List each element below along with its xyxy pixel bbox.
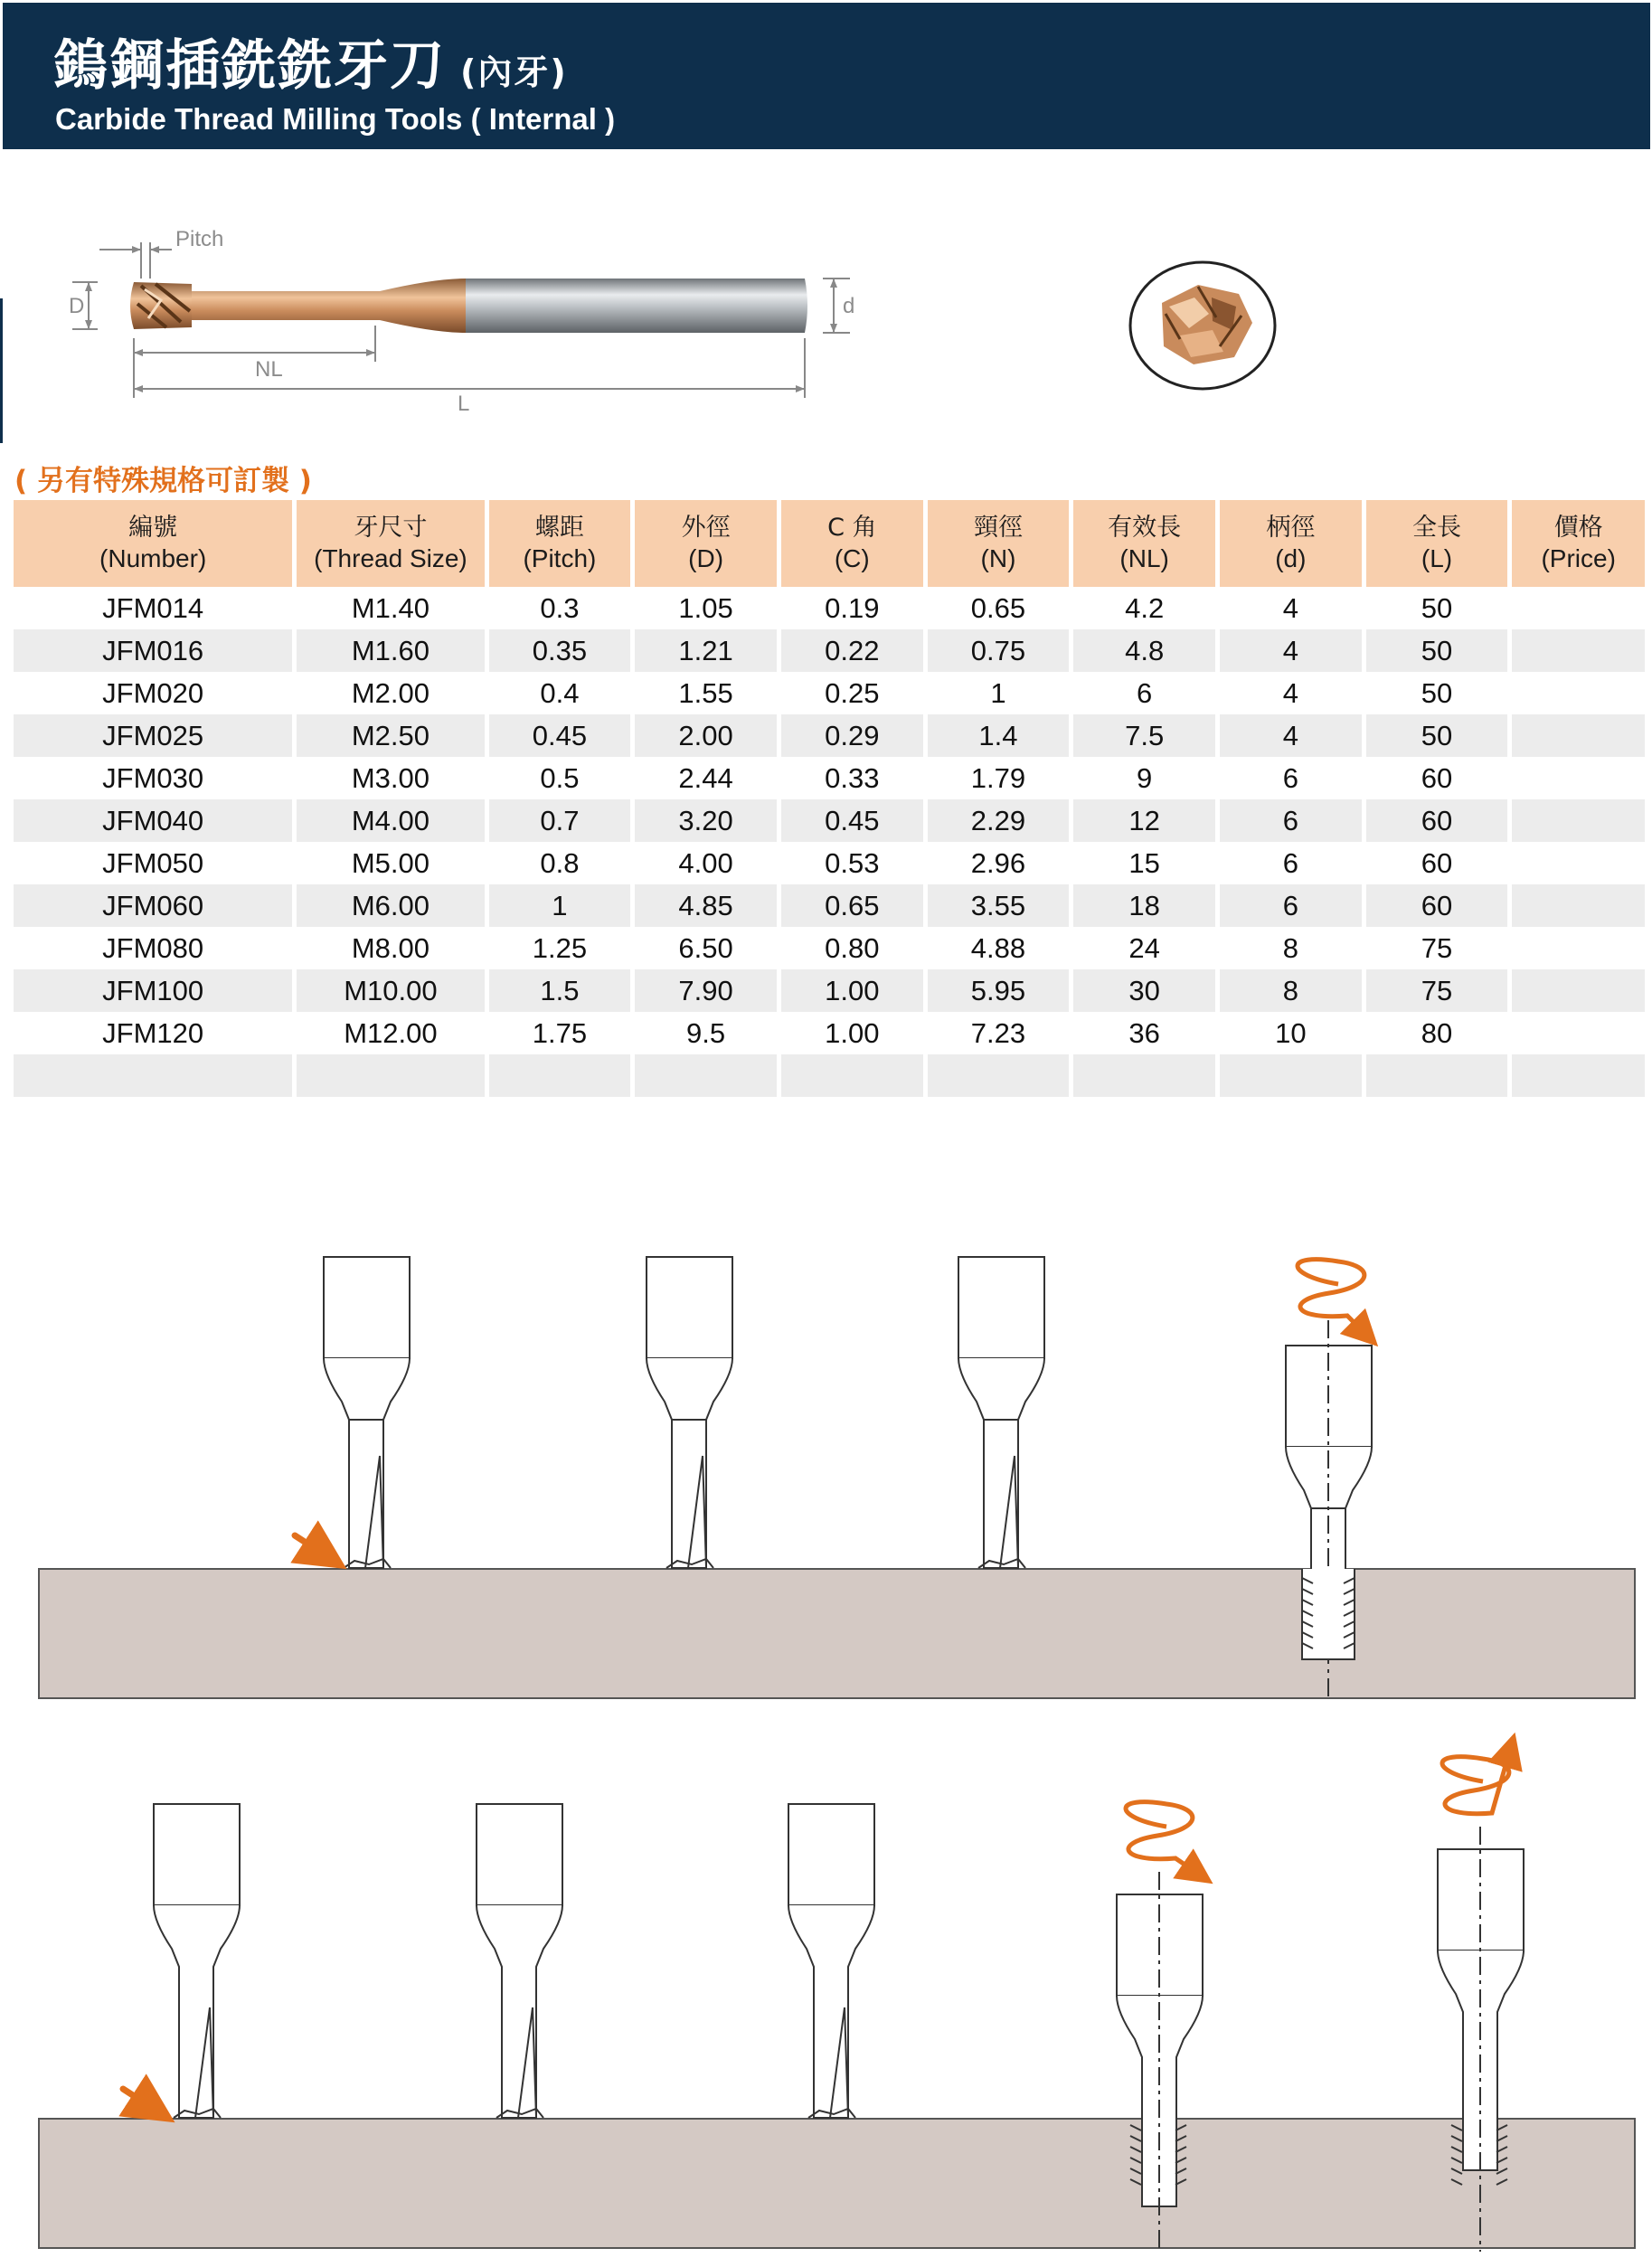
table-cell: 60 [1421,761,1453,794]
table-cell: M5.00 [351,846,430,879]
table-cell [297,1054,484,1097]
table-cell [14,1054,292,1097]
table-cell: JFM050 [102,846,204,879]
tool-step-2 [647,1257,732,1568]
table-cell: JFM014 [102,591,204,624]
table-cell: 3.20 [635,799,777,842]
col-chamfer: C 角 (C) [781,500,923,587]
table-cell: 9 [1137,761,1153,794]
table-cell: 6.50 [678,931,733,964]
table-row [14,672,1645,714]
label-D: D [69,294,85,318]
tool-step-6 [477,1804,562,2118]
table-cell: JFM025 [14,714,292,757]
tool-step-1 [324,1257,410,1568]
table-cell: JFM080 [102,931,204,964]
table-cell: JFM060 [14,884,292,927]
table-cell: 30 [1073,969,1215,1012]
table-cell: 2.44 [678,761,733,794]
entry-arrow-1 [295,1535,326,1555]
table-cell [1512,1054,1645,1097]
table-cell: M2.50 [297,714,484,757]
title-chinese: 鎢鋼插銑銑牙刀 (內牙) [53,34,568,98]
table-cell [1512,927,1645,969]
table-cell: 0.65 [781,884,923,927]
table-cell: 4.88 [970,931,1026,964]
table-cell: 1.21 [635,629,777,672]
tool-step-5 [154,1804,240,2118]
table-cell: 1.25 [532,931,588,964]
table-cell: JFM030 [102,761,204,794]
table-cell: 15 [1128,846,1160,879]
tool-end-view [1126,258,1279,393]
table-cell: 0.53 [825,846,880,879]
table-cell: 0.19 [825,591,880,624]
helix-arrow-1 [1298,1260,1365,1334]
table-cell: 0.65 [970,591,1026,624]
table-cell: 4 [1282,676,1298,709]
table-cell: 1.00 [781,969,923,1012]
table-row [14,629,1645,672]
label-L: L [458,392,470,416]
table-cell: 36 [1128,1016,1160,1049]
table-cell: 60 [1421,846,1453,879]
table-cell: M1.60 [297,629,484,672]
table-cell: 0.22 [781,629,923,672]
table-row [14,884,1645,927]
table-cell: 7.23 [970,1016,1026,1049]
table-cell: 50 [1366,714,1508,757]
table-cell: 1.05 [678,591,733,624]
table-cell: M6.00 [297,884,484,927]
table-cell: 50 [1366,629,1508,672]
helix-arrow-2 [1126,1802,1198,1874]
table-cell: 4.8 [1073,629,1215,672]
table-cell: 5.95 [928,969,1070,1012]
table-header-row [14,500,1645,587]
table-cell: 1.00 [825,1016,880,1049]
table-cell [1512,842,1645,884]
tool-step-3 [958,1257,1044,1568]
table-cell: 6 [1137,676,1153,709]
machining-process-illustration [0,1230,1652,2267]
tool-dimension-diagram [54,217,868,425]
table-cell: 18 [1073,884,1215,927]
table-row [14,587,1645,629]
table-row [14,799,1645,842]
table-cell: 1.5 [489,969,631,1012]
title-chinese-sub: (內牙) [460,52,568,92]
label-d: d [843,294,855,318]
col-outer-diameter: 外徑 (D) [635,500,777,587]
table-cell: 4.2 [1125,591,1165,624]
table-cell: 7.5 [1073,714,1215,757]
table-cell: 8 [1282,931,1298,964]
table-cell [1512,799,1645,842]
table-cell: JFM016 [14,629,292,672]
table-cell [928,1054,1070,1097]
table-cell: 75 [1366,969,1508,1012]
table-cell: 50 [1421,676,1453,709]
spec-table [9,500,1649,1097]
table-row [14,1012,1645,1054]
table-cell [489,1054,631,1097]
table-cell [1512,1012,1645,1054]
table-cell: 4.00 [678,846,733,879]
table-row [14,842,1645,884]
table-row [14,927,1645,969]
table-cell [1512,672,1645,714]
label-NL: NL [255,357,283,382]
table-cell: 50 [1421,591,1453,624]
table-cell: 10 [1275,1016,1307,1049]
table-cell [1512,629,1645,672]
table-cell [1512,587,1645,629]
table-cell: 6 [1220,884,1362,927]
tool-shank [466,279,807,333]
table-cell: 3.55 [928,884,1070,927]
table-cell: 0.45 [781,799,923,842]
table-cell: JFM040 [14,799,292,842]
table-cell: 2.29 [928,799,1070,842]
table-cell [1512,757,1645,799]
table-cell: 0.5 [540,761,580,794]
table-cell: 0.75 [928,629,1070,672]
tool-neck [190,279,466,333]
workpiece-top [39,1569,1635,1698]
table-cell: M8.00 [351,931,430,964]
custom-spec-note: ( 另有特殊規格可訂製 ) [14,465,312,497]
table-cell: 4 [1220,714,1362,757]
table-cell: 4.85 [635,884,777,927]
table-cell: 2.96 [970,846,1026,879]
title-english: Carbide Thread Milling Tools ( Internal ) [55,102,616,136]
table-cell: 9.5 [686,1016,726,1049]
table-cell: 24 [1128,931,1160,964]
table-row [14,757,1645,799]
table-cell [1220,1054,1362,1097]
col-shank-diameter: 柄徑 (d) [1220,500,1362,587]
table-cell: JFM120 [102,1016,204,1049]
table-cell [1073,1054,1215,1097]
table-cell: 0.25 [825,676,880,709]
table-cell: 8 [1220,969,1362,1012]
table-cell: 1.4 [928,714,1070,757]
table-cell: 0.7 [489,799,631,842]
entry-arrow-2 [123,2089,154,2109]
table-cell [781,1054,923,1097]
table-cell [1512,969,1645,1012]
table-row [14,714,1645,757]
table-cell: 1.55 [678,676,733,709]
table-cell: 2.00 [635,714,777,757]
table-cell: 0.33 [825,761,880,794]
table-cell: 0.45 [489,714,631,757]
col-price: 價格 (Price) [1512,500,1645,587]
label-pitch: Pitch [175,227,224,251]
col-number: 編號 (Number) [14,500,292,587]
table-cell: 60 [1366,884,1508,927]
table-cell: M3.00 [351,761,430,794]
col-thread-size: 牙尺寸 (Thread Size) [297,500,484,587]
table-cell: 0.35 [489,629,631,672]
table-cell: 6 [1220,799,1362,842]
table-cell: 0.8 [540,846,580,879]
table-cell: 0.29 [781,714,923,757]
table-cell: M2.00 [351,676,430,709]
table-cell: 4 [1282,591,1298,624]
table-cell: 75 [1421,931,1453,964]
table-cell: M4.00 [297,799,484,842]
table-cell: 1 [990,676,1006,709]
side-accent-bar [0,298,3,443]
table-cell: 0.3 [540,591,580,624]
table-cell [1512,714,1645,757]
table-cell: 1.75 [532,1016,588,1049]
table-cell [1366,1054,1508,1097]
col-pitch: 螺距 (Pitch) [489,500,631,587]
table-row [14,969,1645,1012]
table-cell [635,1054,777,1097]
table-cell: 0.80 [825,931,880,964]
table-row [14,1054,1645,1097]
table-cell: M10.00 [297,969,484,1012]
table-cell: 6 [1282,846,1298,879]
table-cell: 60 [1366,799,1508,842]
tool-step-7 [788,1804,874,2118]
helix-arrow-3 [1442,1750,1510,1814]
header-banner [3,3,1650,149]
table-cell: 6 [1282,761,1298,794]
table-cell: M12.00 [344,1016,438,1049]
table-cell: M1.40 [351,591,430,624]
table-cell: 12 [1073,799,1215,842]
table-cell: 80 [1421,1016,1453,1049]
col-effective-length: 有效長 (NL) [1073,500,1215,587]
table-cell: 4 [1220,629,1362,672]
table-cell: 1.79 [970,761,1026,794]
col-overall-length: 全長 (L) [1366,500,1508,587]
table-cell: 7.90 [635,969,777,1012]
table-cell: 1 [489,884,631,927]
workpiece-bottom [39,2119,1635,2248]
table-cell: JFM100 [14,969,292,1012]
col-neck-diameter: 頸徑 (N) [928,500,1070,587]
table-cell [1512,884,1645,927]
table-cell: 0.4 [540,676,580,709]
table-cell: JFM020 [102,676,204,709]
